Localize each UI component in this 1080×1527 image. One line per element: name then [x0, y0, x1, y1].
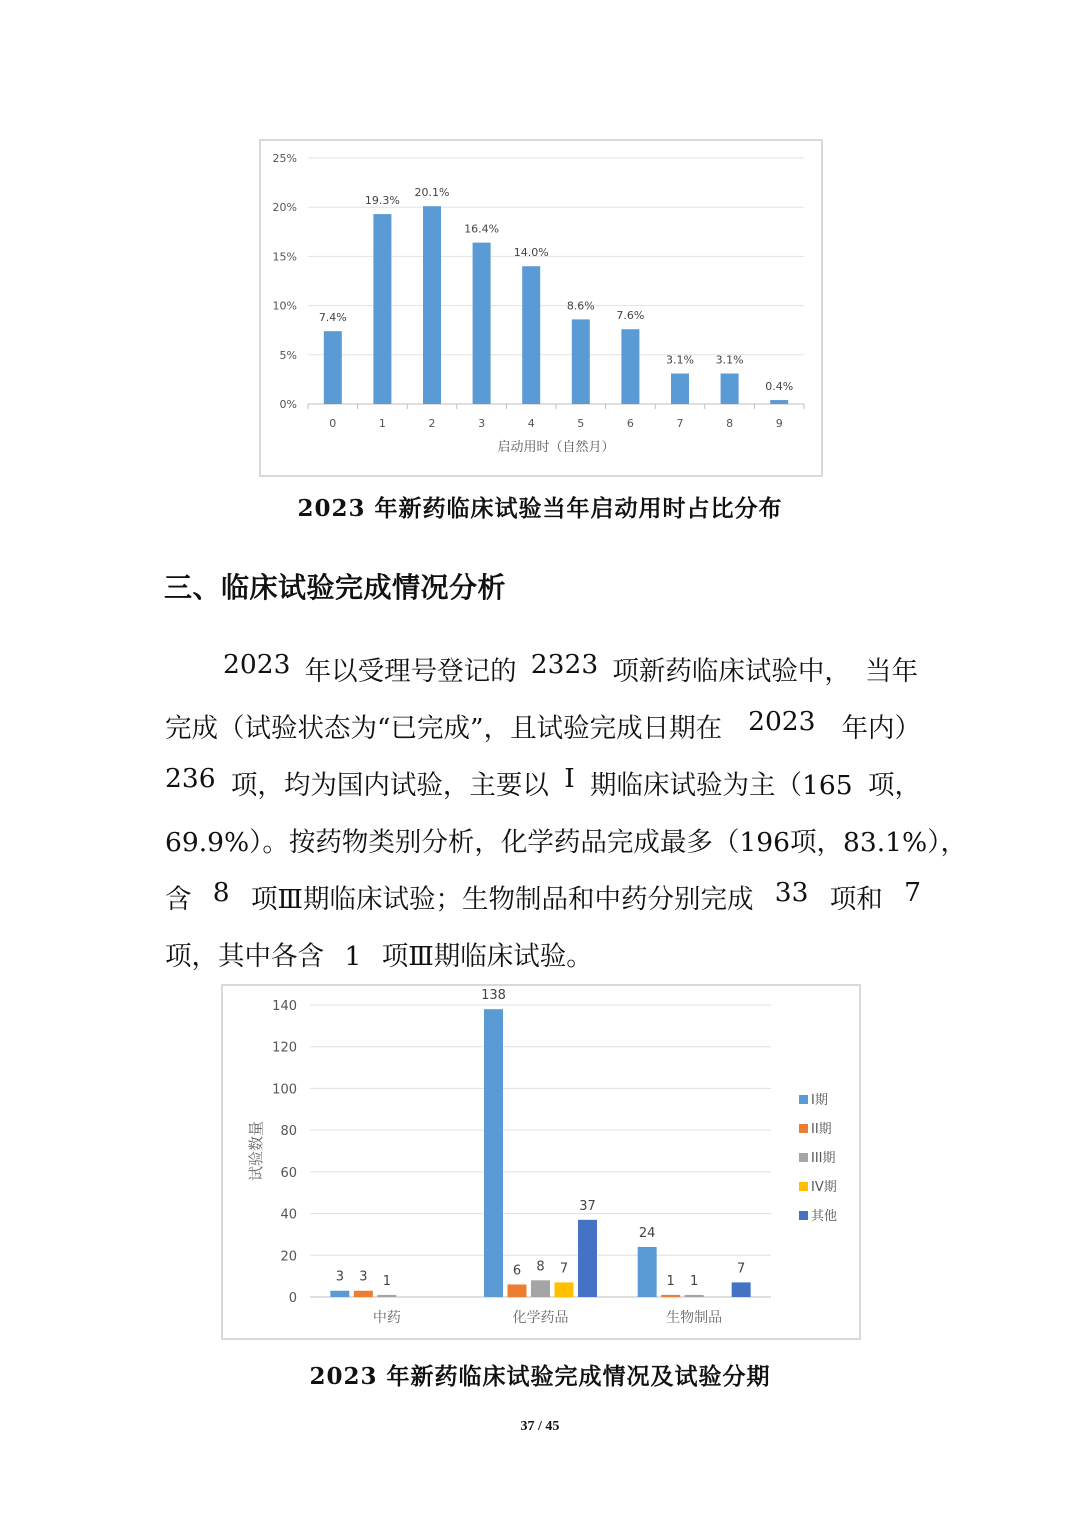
paragraph-segment: 完成（试验状态为“已完成”，且试验完成日期在 [165, 713, 723, 744]
paragraph-segment: 2323 [530, 649, 599, 680]
y-tick-label: 5% [279, 348, 297, 362]
paragraph-line-4 [165, 820, 967, 859]
x-tick-label: 生物制品 [666, 1310, 723, 1326]
legend-swatch [799, 1095, 808, 1104]
paragraph-segment: 69.9%）。按药物类别分析，化学药品完成最多（196 [165, 827, 791, 858]
x-tick-label: 7 [676, 417, 684, 430]
x-tick-label: 2 [428, 417, 436, 430]
paragraph-segment: 项Ⅲ期临床试验。 [381, 941, 593, 972]
page-number: 37 / 45 [520, 1419, 560, 1434]
y-tick-label: 140 [272, 999, 297, 1014]
y-tick-label: 60 [280, 1165, 297, 1181]
data-label: 0.4% [765, 380, 794, 394]
data-label: 3 [359, 1269, 368, 1285]
data-label: 19.3% [364, 194, 400, 208]
bar [572, 319, 590, 404]
bar [732, 1282, 751, 1297]
y-tick-label: 120 [272, 1040, 297, 1056]
data-label: 7 [559, 1261, 569, 1277]
y-tick-label: 100 [272, 1082, 297, 1098]
bar [354, 1291, 373, 1297]
y-tick-label: 25% [272, 152, 297, 165]
paragraph-segment: 2023 [748, 706, 816, 737]
paragraph-segment: 项，均为国内试验，主要以 [230, 770, 549, 801]
bar [638, 1247, 657, 1297]
bar [685, 1295, 704, 1297]
legend-swatch [799, 1211, 808, 1220]
paragraph-segment: I [564, 763, 575, 794]
y-tick-label: 0% [279, 398, 297, 411]
data-label: 8.6% [566, 299, 595, 313]
paragraph-segment: 2023 [223, 649, 291, 680]
paragraph-line-3 [165, 763, 921, 802]
paragraph-segment: 项，83.1%）， [790, 827, 967, 858]
y-tick-label: 0 [288, 1291, 297, 1306]
data-label: 3 [335, 1269, 344, 1285]
paragraph-segment: 项Ⅲ期临床试验；生物制品和中药分别完成 [250, 884, 754, 915]
data-label: 7 [737, 1261, 746, 1277]
bar [508, 1284, 527, 1297]
paragraph-segment: 当年 [864, 656, 918, 687]
x-tick-label: 4 [527, 417, 535, 430]
paragraph-line-2 [165, 706, 921, 745]
figure-1-caption: 2023 年新药临床试验当年启动用时占比分布 [297, 495, 783, 522]
paragraph-segment: 8 [212, 877, 230, 908]
paragraph-line-6 [165, 934, 921, 973]
data-label: 16.4% [464, 222, 500, 236]
x-tick-label: 5 [577, 417, 585, 430]
bar [770, 400, 788, 404]
y-tick-label: 20% [272, 201, 297, 215]
legend-label: IV期 [811, 1180, 837, 1195]
paragraph-segment: 项，其中各含 [165, 941, 324, 972]
data-label: 1 [690, 1273, 699, 1289]
legend-label: 其他 [811, 1209, 838, 1224]
data-label: 8 [536, 1259, 545, 1275]
bar [330, 1291, 349, 1297]
paragraph-segment: 项和 [829, 884, 883, 915]
data-label: 6 [512, 1263, 522, 1279]
x-tick-label: 3 [478, 417, 486, 430]
bar [484, 1009, 503, 1297]
legend-label: III期 [811, 1151, 836, 1166]
legend-label: II期 [811, 1122, 832, 1137]
data-label: 20.1% [414, 186, 450, 200]
data-label: 37 [579, 1198, 596, 1214]
paragraph-segment: 7 [904, 877, 921, 908]
x-tick-label: 0 [329, 417, 337, 430]
data-label: 7.4% [318, 311, 347, 325]
paragraph-segment: 33 [774, 877, 809, 908]
bar [621, 329, 639, 404]
bar [721, 373, 739, 404]
x-tick-label: 9 [775, 417, 783, 430]
x-tick-label: 中药 [372, 1310, 401, 1326]
bar [671, 373, 689, 404]
x-axis-title: 启动用时（自然月） [497, 440, 615, 455]
y-tick-label: 40 [280, 1207, 297, 1223]
y-axis-title: 试验数量 [247, 1120, 265, 1182]
bar [661, 1295, 680, 1297]
figure-2-caption: 2023 年新药临床试验完成情况及试验分期 [309, 1363, 771, 1390]
start-time-chart-svg [261, 141, 821, 475]
bar [522, 266, 540, 404]
paragraph-segment: 1 [344, 941, 362, 972]
bar [578, 1220, 597, 1297]
y-tick-label: 10% [272, 299, 297, 313]
paragraph-segment: 236 [165, 763, 216, 794]
bar [555, 1282, 574, 1297]
data-label: 3.1% [666, 353, 694, 367]
legend-swatch [799, 1124, 808, 1133]
bar [377, 1295, 396, 1297]
data-label: 14.0% [513, 246, 549, 260]
paragraph-segment: 期临床试验为主（165 [590, 770, 853, 801]
paragraph-segment: 项新药临床试验中， [612, 656, 851, 687]
data-label: 1 [382, 1273, 391, 1289]
y-tick-label: 80 [280, 1124, 297, 1140]
x-tick-label: 1 [378, 417, 386, 430]
y-tick-label: 15% [272, 250, 297, 264]
section-heading: 三、临床试验完成情况分析 [164, 571, 507, 604]
paragraph-segment: 年以受理号登记的 [304, 656, 517, 687]
y-tick-label: 20 [280, 1249, 297, 1265]
completion-by-phase-chart [221, 984, 861, 1340]
bar [373, 214, 391, 404]
legend-label: I期 [811, 1093, 828, 1108]
paragraph-line-1 [223, 649, 918, 688]
bar [324, 331, 342, 404]
data-label: 138 [481, 988, 506, 1004]
x-tick-label: 6 [626, 417, 634, 430]
bar [473, 243, 491, 404]
paragraph-segment: 含 [165, 884, 192, 915]
bar [423, 206, 441, 404]
x-tick-label: 化学药品 [512, 1310, 569, 1326]
start-time-distribution-chart [259, 139, 823, 477]
paragraph-line-5 [165, 877, 921, 916]
legend-swatch [799, 1182, 808, 1191]
legend-swatch [799, 1153, 808, 1162]
data-label: 3.1% [715, 353, 744, 367]
data-label: 24 [638, 1225, 656, 1241]
data-label: 7.6% [616, 309, 645, 323]
bar [531, 1280, 550, 1297]
paragraph-segment: 年内） [841, 713, 921, 744]
completion-chart-svg [223, 986, 859, 1338]
paragraph-segment: 项， [867, 770, 921, 801]
data-label: 1 [666, 1273, 675, 1289]
x-tick-label: 8 [726, 417, 734, 430]
